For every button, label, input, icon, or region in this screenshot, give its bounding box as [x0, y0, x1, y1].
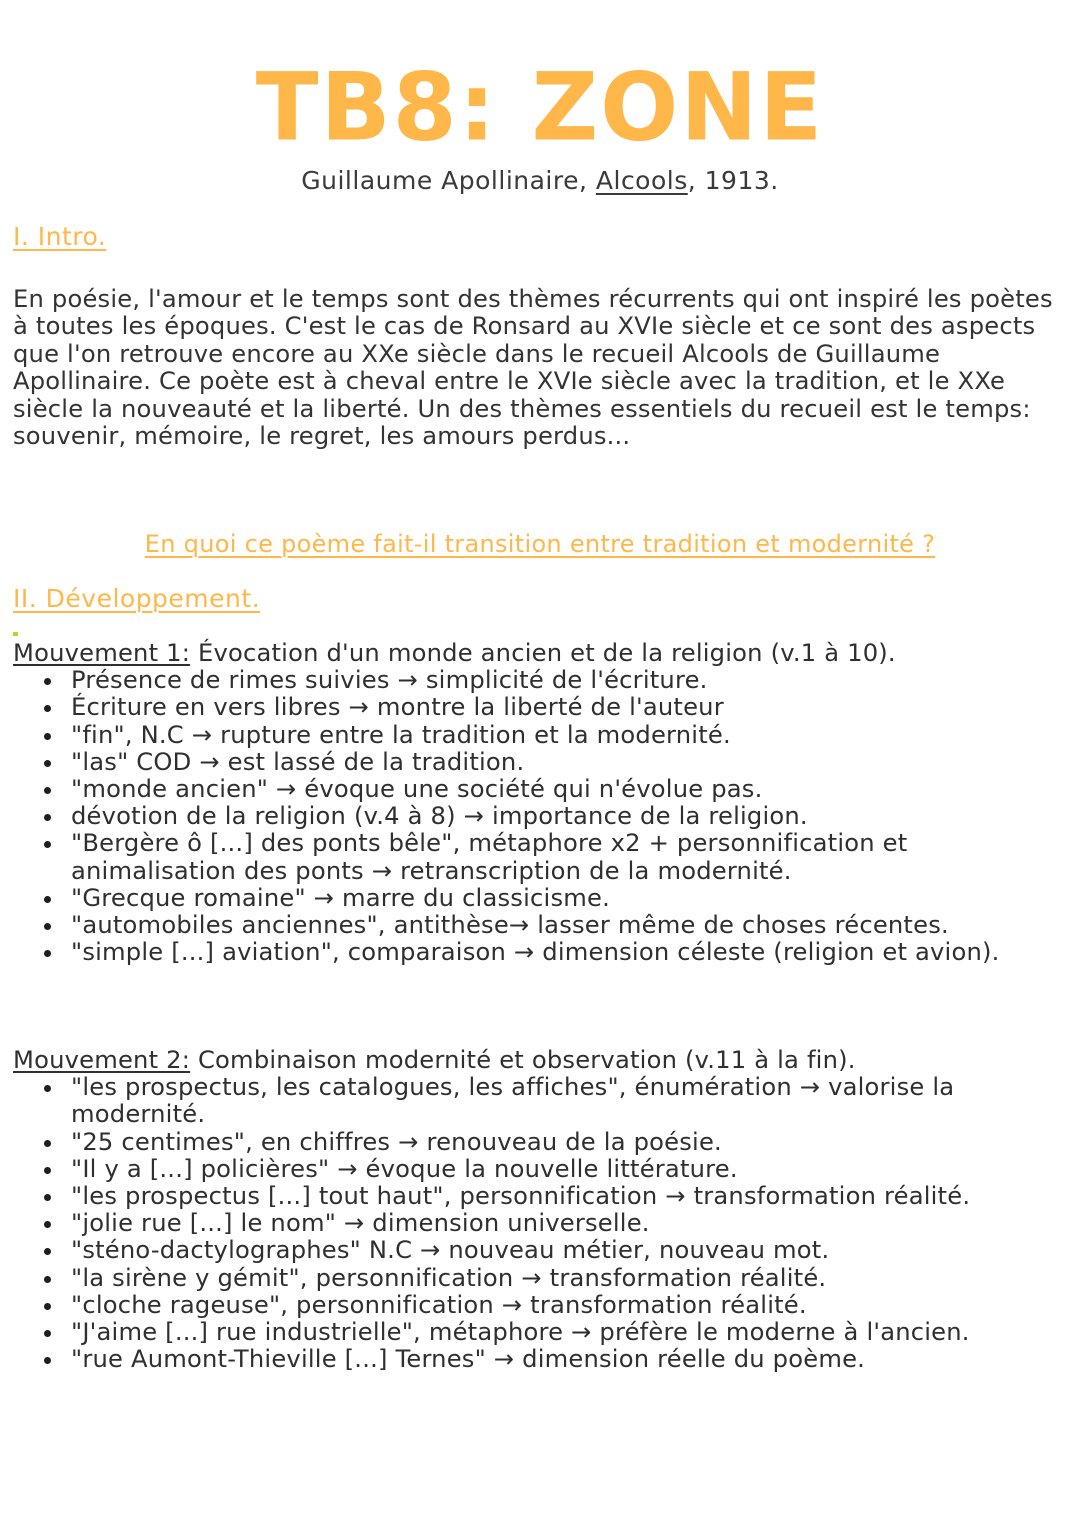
list-item: "25 centimes", en chiffres → renouveau de la poésie.	[71, 1129, 1073, 1156]
book-title: Alcools	[595, 166, 688, 195]
list-item: Présence de rimes suivies → simplicité de l'écriture.	[71, 667, 1073, 694]
bullet-icon	[44, 1276, 51, 1283]
movement-2-label: Mouvement 2:	[13, 1046, 191, 1074]
page-title: TB8: ZONE	[255, 52, 825, 163]
movement-2-list	[13, 1074, 1073, 1373]
movement-1	[13, 640, 1073, 966]
highlight-mark	[13, 632, 18, 636]
bullet-icon	[44, 923, 51, 930]
bullet-icon	[44, 1221, 51, 1228]
movement-2-heading	[13, 1047, 1073, 1074]
list-item: "rue Aumont-Thieville [...] Ternes" → dimension réelle du poème.	[71, 1346, 1073, 1373]
movement-2-title: Combinaison modernité et observation (v.11 à la fin).	[190, 1046, 856, 1074]
list-item: "monde ancien" → évoque une société qui n'évolue pas.	[71, 776, 1073, 803]
bullet-icon	[44, 678, 51, 685]
list-item: "J'aime [...] rue industrielle", métaphore → préfère le moderne à l'ancien.	[71, 1319, 1073, 1346]
list-item: "fin", N.C → rupture entre la tradition et la modernité.	[71, 722, 1073, 749]
bullet-icon	[44, 814, 51, 821]
bullet-icon	[44, 1167, 51, 1174]
list-item: "las" COD → est lassé de la tradition.	[71, 749, 1073, 776]
list-item: "cloche rageuse", personnification → transformation réalité.	[71, 1292, 1073, 1319]
list-item: Écriture en vers libres → montre la liberté de l'auteur	[71, 694, 1073, 721]
list-item: "Il y a [...] policières" → évoque la nouvelle littérature.	[71, 1156, 1073, 1183]
bullet-icon	[44, 1248, 51, 1255]
bullet-icon	[44, 787, 51, 794]
bullet-icon	[44, 950, 51, 957]
bullet-icon	[44, 1303, 51, 1310]
bullet-icon	[44, 1194, 51, 1201]
movement-1-label: Mouvement 1:	[13, 639, 191, 667]
list-item: "les prospectus, les catalogues, les affiches", énumération → valorise la modernité.	[71, 1074, 1073, 1128]
list-item: dévotion de la religion (v.4 à 8) → importance de la religion.	[71, 803, 1073, 830]
list-item: "les prospectus [...] tout haut", personnification → transformation réalité.	[71, 1183, 1073, 1210]
bullet-icon	[44, 733, 51, 740]
bullet-icon	[44, 705, 51, 712]
movement-2	[13, 1047, 1073, 1373]
problematic-question: En quoi ce poème fait-il transition entre tradition et modernité ?	[144, 530, 936, 558]
bullet-icon	[44, 1330, 51, 1337]
movement-1-heading	[13, 640, 1073, 667]
bullet-icon	[44, 1140, 51, 1147]
bullet-icon	[44, 841, 51, 848]
list-item: "Grecque romaine" → marre du classicisme.	[71, 885, 1073, 912]
movement-1-list	[13, 667, 1073, 966]
list-item: "jolie rue [...] le nom" → dimension universelle.	[71, 1210, 1073, 1237]
list-item: "automobiles anciennes", antithèse→ lasser même de choses récentes.	[71, 912, 1073, 939]
year: , 1913.	[687, 166, 779, 195]
list-item: "simple [...] aviation", comparaison → dimension céleste (religion et avion).	[71, 939, 1073, 966]
intro-heading: I. Intro.	[13, 222, 107, 251]
list-item: "sténo-dactylographes" N.C → nouveau métier, nouveau mot.	[71, 1237, 1073, 1264]
bullet-icon	[44, 896, 51, 903]
list-item: "Bergère ô [...] des ponts bêle", métaphore x2 + personnification et animalisation des ponts → retranscription de la modernité.	[71, 830, 1073, 884]
bullet-icon	[44, 1357, 51, 1364]
list-item: "la sirène y gémit", personnification → transformation réalité.	[71, 1265, 1073, 1292]
author: Guillaume Apollinaire,	[301, 166, 596, 195]
bullet-icon	[44, 1085, 51, 1092]
development-heading: II. Développement.	[13, 584, 261, 613]
bullet-icon	[44, 760, 51, 767]
intro-paragraph: En poésie, l'amour et le temps sont des thèmes récurrents qui ont inspiré les poètes à toutes les époques. C'est le cas de Ronsard au XVIe siècle et ce sont des aspects que l'on retrouve encore au XXe siècle dans le recueil Alcools de Guillaume Apollinaire. Ce poète est à cheval entre le XVIe siècle avec la tradition, et le XXe siècle la nouveauté et la liberté. Un des thèmes essentiels du recueil est le temps: souvenir, mémoire, le regret, les amours perdus...	[13, 285, 1053, 451]
page-subtitle	[0, 166, 1080, 195]
movement-1-title: Évocation d'un monde ancien et de la religion (v.1 à 10).	[190, 639, 896, 667]
